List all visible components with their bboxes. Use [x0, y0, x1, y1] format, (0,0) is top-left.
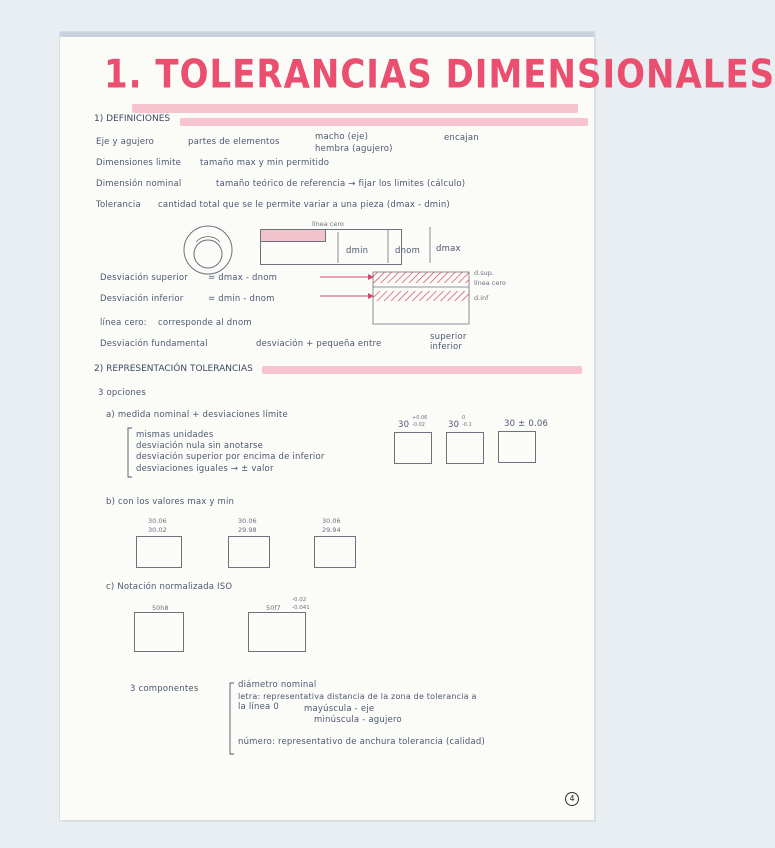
option-c-label: c) Notación normalizada ISO	[106, 582, 233, 592]
deviation-arrows	[318, 272, 378, 302]
desv-sup-formula: = dmax - dnom	[208, 273, 278, 283]
tolerancia-def: cantidad total que se le permite variar a una pieza (dmax - dmin)	[158, 200, 450, 210]
linea-cero-term: línea cero:	[100, 318, 147, 328]
macho-label: macho (eje)	[315, 132, 369, 142]
c-box2-upper: -0.02	[292, 597, 307, 603]
c-box2-value: 50f7	[266, 604, 281, 612]
componente-3: número: representativo de anchura tolerancia (calidad)	[238, 737, 486, 747]
componentes-bracket	[228, 682, 238, 756]
section-1-highlight	[180, 118, 588, 126]
componentes-label: 3 componentes	[130, 684, 199, 694]
encajan-label: encajan	[444, 133, 479, 143]
fig-dmin: dmin	[346, 246, 369, 256]
option-a-label: a) medida nominal + desviaciones límite	[106, 410, 288, 420]
componente-2a: letra: representativa distancia de la zona de tolerancia a	[238, 692, 477, 701]
a-box1-inf: -0.02	[412, 422, 425, 428]
page-title: 1. TOLERANCIAS DIMENSIONALES	[104, 52, 775, 98]
desv-fund-def: desviación + pequeña entre	[256, 339, 382, 349]
ring-drawing	[178, 220, 248, 280]
option-a-bullet-1: mismas unidades	[136, 430, 214, 440]
fig-dmax: dmax	[436, 244, 461, 254]
page-top-edge	[60, 32, 594, 37]
page-number: 4	[565, 792, 579, 806]
dsup-label: d.sup.	[474, 269, 494, 277]
c-box1-value: 50h8	[152, 604, 169, 612]
componente-2d: minúscula - agujero	[314, 715, 402, 725]
section-1-heading: 1) DEFINICIONES	[94, 114, 171, 124]
section-2-highlight	[262, 366, 582, 374]
a-box3-value: 30 ± 0.06	[504, 419, 549, 429]
deviation-zone-drawing	[372, 270, 472, 325]
b-box1	[136, 536, 182, 568]
a-box2-value: 30	[448, 420, 460, 430]
option-a-bracket	[126, 427, 136, 479]
b-box1-max: 30.06	[148, 517, 167, 525]
a-box2-inf: -0.1	[462, 422, 472, 428]
b-box2-max: 30.06	[238, 517, 257, 525]
eje-agujero-def: partes de elementos	[188, 137, 280, 147]
linea-cero-label-2: línea cero	[474, 279, 506, 287]
a-box1	[394, 432, 432, 464]
c-box2	[248, 612, 306, 652]
desv-fund-term: Desviación fundamental	[100, 339, 208, 349]
componente-2b: la línea 0	[238, 702, 279, 712]
fund-inferior: inferior	[430, 342, 463, 352]
dim-limite-term: Dimensiones limite	[96, 158, 182, 168]
b-box1-min: 30.02	[148, 526, 167, 534]
desv-sup-term: Desviación superior	[100, 273, 188, 283]
option-a-bullet-4: desviaciones iguales → ± valor	[136, 464, 274, 474]
linea-cero-label: línea cero	[312, 220, 344, 228]
b-box3-min: 29.94	[322, 526, 341, 534]
desv-inf-formula: = dmin - dnom	[208, 294, 275, 304]
desv-inf-term: Desviación inferior	[100, 294, 184, 304]
title-underline	[132, 104, 578, 113]
a-box2-sup: 0	[462, 415, 466, 421]
b-box2	[228, 536, 270, 568]
linea-cero-def: corresponde al dnom	[158, 318, 252, 328]
a-box2	[446, 432, 484, 464]
componente-1: diámetro nominal	[238, 680, 317, 690]
section-2-heading: 2) REPRESENTACIÓN TOLERANCIAS	[94, 364, 253, 374]
option-a-bullet-3: desviación superior por encima de inferior	[136, 452, 325, 462]
eje-agujero-term: Eje y agujero	[96, 137, 155, 147]
b-box3	[314, 536, 356, 568]
a-box3	[498, 431, 536, 463]
option-a-bullet-2: desviación nula sin anotarse	[136, 441, 263, 451]
dim-nominal-term: Dimensión nominal	[96, 179, 182, 189]
fund-superior: superior	[430, 332, 467, 342]
fig-dnom: dnom	[395, 246, 421, 256]
dimension-lines	[328, 227, 478, 267]
tolerancia-term: Tolerancia	[96, 200, 141, 210]
b-box2-min: 29.98	[238, 526, 257, 534]
a-box1-sup: +0.06	[412, 415, 428, 421]
notebook-page	[60, 32, 775, 820]
dim-nominal-def: tamaño teórico de referencia → fijar los limites (cálculo)	[216, 179, 466, 189]
dim-limite-def: tamaño max y min permitido	[200, 158, 330, 168]
dinf-label: d.inf	[474, 294, 489, 302]
a-box1-value: 30	[398, 420, 410, 430]
c-box2-lower: -0.041	[292, 605, 310, 611]
option-b-label: b) con los valores max y min	[106, 497, 235, 507]
opciones-label: 3 opciones	[98, 388, 146, 398]
hembra-label: hembra (agujero)	[315, 144, 393, 154]
componente-2c: mayúscula - eje	[304, 704, 375, 714]
c-box1	[134, 612, 184, 652]
b-box3-max: 30.06	[322, 517, 341, 525]
